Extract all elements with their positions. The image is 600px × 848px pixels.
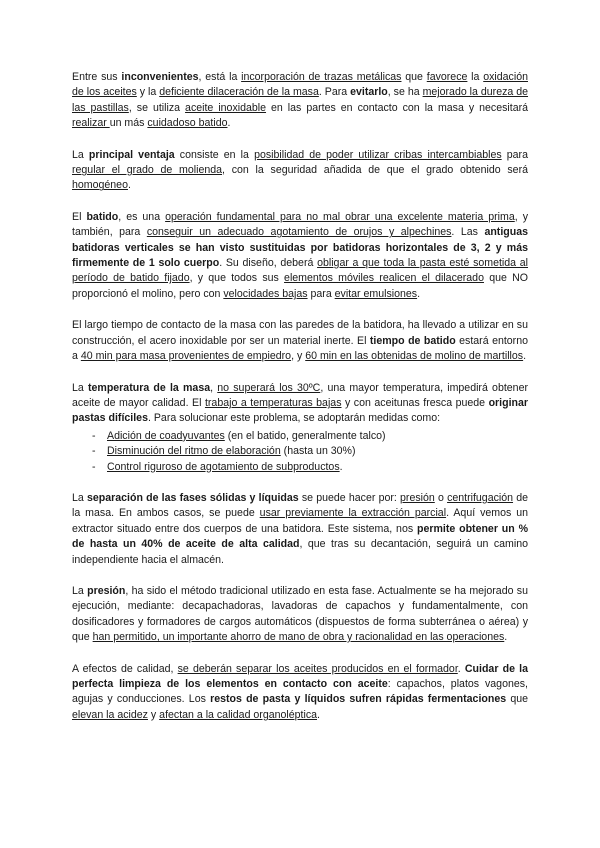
underlined-text: han permitido, un importante ahorro de mano de obra y racionalidad en las operaciones [92,631,505,644]
underlined-text: incorporación de trazas metálicas [241,71,402,83]
text-run: La [72,584,88,597]
text-run: . [457,662,465,675]
measure-item [92,460,528,475]
text-run: . [227,117,231,130]
underlined-text: velocidades bajas [223,287,308,300]
text-run: A efectos de calidad, [72,662,178,675]
bold-text: evitarlo [350,86,388,99]
underlined-text: posibilidad de poder utilizar cribas intercambiables [254,148,502,161]
text-run: El largo tiempo de contacto de la masa con las paredes de la batidora, ha llevado a utilizar en su construcción, el acero inoxidable por ser un material inerte. El [72,319,528,347]
text-run: o [434,491,448,504]
bold-text: separación de las fases sólidas y líquidas [86,491,299,504]
underlined-text: se deberán separar los aceites producidos en el formador [177,662,458,675]
paragraph-calidad [72,662,528,724]
text-run: . Las [451,226,485,239]
text-run: (hasta un 30%) [280,445,356,458]
underlined-text: realizar [72,117,110,130]
bold-text: presión [87,584,126,597]
bold-text: temperatura de la masa [87,381,211,394]
text-run: . Para solucionar este problema, se adoptarán medidas como: [147,412,441,425]
text-run: para [501,148,528,161]
paragraph-batido [72,210,528,302]
underlined-text: presión [400,491,435,504]
text-run: , y [291,350,306,363]
bold-text: restos de pasta y líquidos sufren rápidas fermentaciones [210,693,507,706]
text-run: : capachos, platos vagones, agujas y conducciones. Los [72,678,528,706]
text-run: , [210,381,218,394]
text-run: , ha sido el método tradicional utilizado en esta fase. Actualmente se ha mejorado su ejecución, mediante: decapachadoras, lavadoras de capachos y fundamentalmente, con dosificadores y formadores de cargos automáticos (dispuestos de forma subterránea o aérea) y que [72,584,528,644]
text-run: La [72,491,87,504]
text-run: , y que todos sus [189,272,285,285]
measure-item [92,444,528,459]
underlined-text: trabajo a temperaturas bajas [204,396,342,409]
text-run: . Su diseño, deberá [219,257,318,270]
text-run: en las partes en contacto con la masa y necesitará [266,101,529,114]
paragraph-separacion [72,491,528,568]
text-run: . [317,708,320,721]
text-run: que [506,693,528,706]
text-run: , con la seguridad añadida de que el grado obtenido será [222,164,528,177]
underlined-text: obligar a que toda la pasta esté sometida al período de batido fijado [72,257,529,285]
underlined-text: afectan a la calidad organoléptica [159,708,318,721]
text-run: La [72,381,88,394]
text-run: un más [109,117,148,130]
text-run: se puede hacer por: [298,491,401,504]
underlined-text: elevan la acidez [72,708,148,721]
text-run: , una mayor temperatura, impedirá obtener aceite de mayor calidad. El [72,381,528,409]
text-run: , y también, para [72,210,529,239]
underlined-text: cuidadoso batido [147,117,228,130]
underlined-text: mejorado la dureza de las pastillas [72,86,529,114]
underlined-text: homogéneo [72,179,128,192]
text-run: consiste en la [174,148,255,161]
text-run: que [401,71,427,83]
text-run: . [127,179,131,192]
underlined-text: Adición de coadyuvantes [107,429,225,442]
underlined-text: no superará los 30ºC [217,381,321,394]
underlined-text: 60 min en las obtenidas de molino de martillos [305,350,524,363]
text-run: El [72,210,87,223]
text-run: de la masa. En ambos casos, se puede [72,491,529,520]
text-run: la [467,71,484,83]
text-run: Entre sus [72,71,122,83]
text-run: que NO proporcionó el molino, pero con [72,272,528,300]
text-run: , se utiliza [128,101,186,114]
bold-text: Cuidar de la perfecta limpieza de los elementos en contacto con aceite [72,662,528,690]
text-run: . [504,631,508,644]
underlined-text: 40 min para masa provenientes de empiedro [80,350,292,363]
text-run: . [339,460,343,473]
text-run: , que tras su decantación, seguirá un camino independiente hacia el almacén. [72,538,528,566]
text-run: y la [136,86,160,99]
text-run: (en el batido, generalmente talco) [224,429,386,442]
text-run: . [523,350,527,363]
text-run: . Para [318,86,351,99]
underlined-text: favorece [426,71,468,83]
bold-text: tiempo de batido [369,334,456,347]
underlined-text: aceite inoxidable [185,101,267,114]
paragraphs-section [72,70,528,427]
paragraph-presion [72,584,528,646]
text-run: y [147,708,160,721]
bold-text: inconvenientes [121,71,199,83]
text-run: . [417,287,421,300]
text-run: La [72,148,89,161]
text-run: y con aceitunas fresca puede [341,396,489,409]
bold-text: permite obtener un % de hasta un 40% de aceite de alta calidad [72,522,528,551]
paragraph-principal-ventaja [72,148,528,194]
underlined-text: oxidación de los aceites [72,71,528,99]
paragraphs-section-after [72,491,528,723]
underlined-text: centrifugación [447,491,514,504]
underlined-text: elementos móviles realicen el dilacerado [284,272,484,285]
bold-text: antiguas batidoras verticales se han visto sustituidas por batidoras horizontales de 3, 2 y más firmemente de 1 solo cuerpo [72,226,528,270]
underlined-text: operación fundamental para no mal obrar una excelente materia prima [165,210,515,223]
underlined-text: Disminución del ritmo de elaboración [107,445,281,458]
underlined-text: usar previamente la extracción parcial [259,507,447,520]
bold-text: batido [86,210,119,223]
underlined-text: evitar emulsiones [334,287,418,300]
text-run: estará entorno a [72,334,528,363]
text-run: . Aquí vemos un extractor situado entre dos cuerpos de una batidora. Este sistema, nos [72,507,529,535]
text-run: , se ha [387,86,423,99]
bold-text: originar pastas difíciles [72,396,528,425]
bold-text: principal ventaja [88,148,175,161]
measure-item [92,429,528,444]
measures-list [72,429,528,475]
underlined-text: conseguir un adecuado agotamiento de orujos y alpechines [146,226,452,239]
text-run: , es una [118,210,166,223]
text-run: , está la [198,71,242,83]
underlined-text: regular el grado de molienda [72,164,223,177]
paragraph-temperatura [72,381,528,427]
underlined-text: deficiente dilaceración de la masa [159,86,319,99]
underlined-text: Control riguroso de agotamiento de subproductos [107,460,340,473]
paragraph-inconvenientes [72,70,528,132]
paragraph-tiempo-contacto [72,318,528,364]
text-run: para [307,287,335,300]
